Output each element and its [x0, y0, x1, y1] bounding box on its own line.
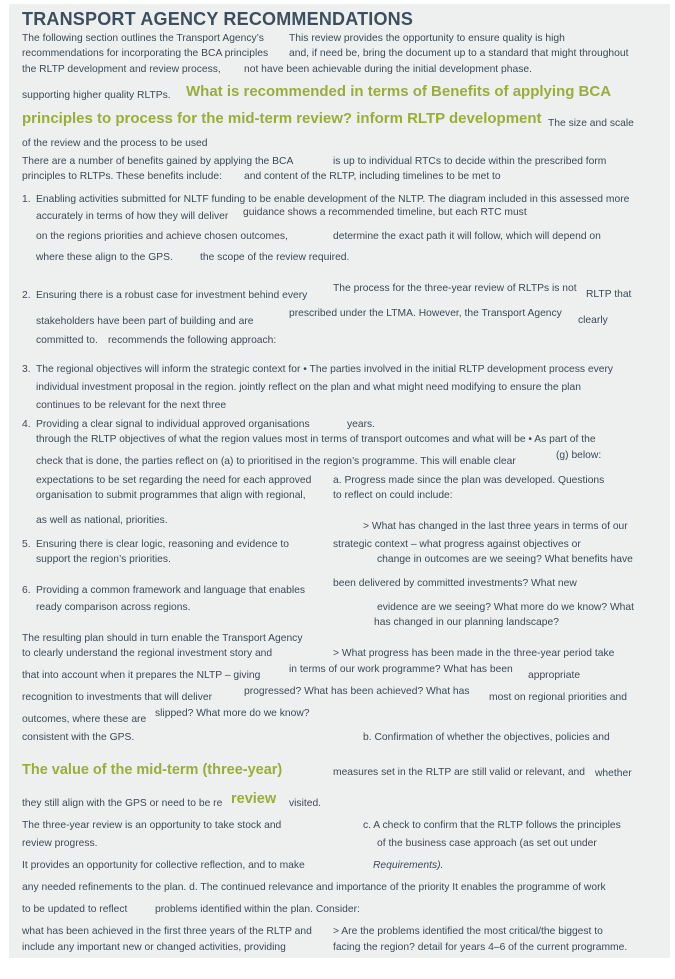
item-1-line-1: Enabling activities submitted for NLTF funding to be enable development of the NLTP. The diagram included in this assessed more: [36, 194, 630, 205]
item-5-line-2b: change in outcomes are we seeing? What benefits have: [377, 554, 633, 565]
intro-left-line-2: recommendations for incorporating the BCA principles: [22, 48, 269, 59]
intro-right-line-1: This review provides the opportunity to ensure quality is high: [289, 33, 565, 44]
midterm-line-5b: problems identified within the plan. Consider:: [155, 904, 360, 915]
item-6-line-1b: been delivered by committed investments? What new: [333, 578, 577, 589]
plan-line-2a: to clearly understand the regional investment story and: [22, 648, 273, 659]
intro-right-line-2: and, if need be, bring the document up to a standard that might throughout: [289, 48, 629, 59]
midterm-line-1a: The three-year review is an opportunity to take stock and: [22, 820, 282, 831]
midterm-align-text: they still align with the GPS or need to be re: [22, 798, 223, 809]
benefits-intro-left-1: There are a number of benefits gained by applying the BCA: [22, 156, 294, 167]
item-1-line-3b: determine the exact path it will follow, which will depend on: [333, 231, 601, 242]
intro-right-line-3: not have been achievable during the initial development phase.: [244, 64, 532, 75]
item-4-line-4a: expectations to be set regarding the need for each approved: [36, 475, 312, 486]
plan-line-4b: progressed? What has been achieved? What has: [244, 686, 470, 697]
item-2-line-3b: recommends the following approach:: [108, 335, 277, 346]
recommendation-heading-line-1: What is recommended in terms of Benefits of applying BCA: [186, 83, 612, 100]
item-4-line-1a: Providing a clear signal to individual approved organisations: [36, 419, 310, 430]
item-4-line-2: through the RLTP objectives of what the region values most in terms of transport outcomes and what will be • As part of the: [36, 434, 596, 445]
midterm-review-word: review: [231, 791, 277, 807]
item-2-line-2b: prescribed under the LTMA. However, the Transport Agency: [289, 308, 562, 319]
plan-line-1: The resulting plan should in turn enable the Transport Agency: [22, 633, 303, 644]
benefits-intro-right-2: and content of the RLTP, including timelines to be met to: [244, 171, 501, 182]
midterm-whether-text: whether: [595, 768, 632, 779]
supporting-text: supporting higher quality RLTPs.: [22, 90, 171, 101]
item-2-line-1c: RLTP that: [586, 289, 632, 300]
item-2-line-3a: committed to.: [36, 335, 98, 346]
item-6-line-3: has changed in our planning landscape?: [374, 617, 559, 628]
plan-line-2b: > What progress has been made in the three-year period take: [333, 648, 615, 659]
midterm-line-7b: facing the region? detail for years 4–6 of the current programme.: [333, 942, 628, 953]
plan-line-4a: recognition to investments that will deliver: [22, 692, 213, 703]
item-number-1: 1.: [22, 194, 31, 205]
midterm-measures-text: measures set in the RLTP are still valid or relevant, and: [333, 767, 586, 778]
plan-line-6a: consistent with the GPS.: [22, 732, 135, 743]
page-title: TRANSPORT AGENCY RECOMMENDATIONS: [22, 9, 414, 29]
midterm-line-1b: c. A check to confirm that the RLTP follows the principles: [363, 820, 621, 831]
item-number-3: 3.: [22, 364, 31, 375]
item-2-line-2c: clearly: [578, 315, 608, 326]
plan-line-3c: appropriate: [528, 670, 581, 681]
item-3-line-2: individual investment proposal in the region. jointly reflect on the plan and what might need modifying to ensure the plan: [36, 382, 581, 393]
midterm-line-6b: > Are the problems identified the most critical/the biggest to: [333, 926, 603, 937]
item-2-line-1a: Ensuring there is a robust case for investment behind every: [36, 290, 308, 301]
document-page: [9, 4, 670, 958]
item-5-line-2a: support the region’s priorities.: [36, 554, 171, 565]
item-5-line-1a: Ensuring there is clear logic, reasoning and evidence to: [36, 539, 289, 550]
item-3-line-1: The regional objectives will inform the strategic context for • The parties involved in the initial RLTP development process every: [36, 364, 614, 375]
item-3-line-3: continues to be relevant for the next three: [36, 400, 227, 411]
item-5-line-1b: strategic context – what progress against objectives or: [333, 539, 581, 550]
item-6-line-1a: Providing a common framework and language that enables: [36, 585, 306, 596]
recommendation-heading-line-2: principles to process for the mid-term review? inform RLTP development: [22, 110, 542, 127]
item-1-line-2a: accurately in terms of how they will deliver: [36, 211, 229, 222]
question-what-changed: > What has changed in the last three years in terms of our: [363, 521, 628, 532]
item-1-line-3a: on the regions priorities and achieve chosen outcomes,: [36, 231, 288, 242]
item-4-line-3a: check that is done, the parties reflect on (a) to prioritised in the region’s programme. This will enable clear: [36, 456, 516, 467]
midterm-line-7a: include any important new or changed activities, providing: [22, 942, 286, 953]
item-4-line-5b: to reflect on could include:: [333, 490, 453, 501]
midterm-line-4: any needed refinements to the plan. d. The continued relevance and importance of the priority It enables the programme of work: [22, 882, 606, 893]
midterm-line-6a: what has been achieved in the first three years of the RLTP and: [22, 926, 312, 937]
midterm-line-3a: It provides an opportunity for collective reflection, and to make: [22, 860, 305, 871]
item-number-4: 4.: [22, 419, 31, 430]
benefits-intro-right-1: is up to individual RTCs to decide within the prescribed form: [333, 156, 607, 167]
midterm-heading: The value of the mid-term (three-year): [22, 762, 283, 778]
plan-line-4c: most on regional priorities and: [489, 692, 627, 703]
item-6-line-2b: evidence are we seeing? What more do we know? What: [377, 602, 634, 613]
review-process-text: of the review and the process to be used: [22, 138, 208, 149]
plan-line-3a: that into account when it prepares the NLTP – giving: [22, 670, 261, 681]
plan-line-5b: slipped? What more do we know?: [155, 708, 310, 719]
item-4-line-1b: years.: [347, 419, 376, 430]
item-1-line-4b: the scope of the review required.: [200, 252, 350, 263]
benefits-intro-left-2: principles to RLTPs. These benefits include:: [22, 171, 222, 182]
plan-line-6b: b. Confirmation of whether the objectives, policies and: [363, 732, 610, 743]
midterm-line-2a: review progress.: [22, 838, 98, 849]
item-1-line-4a: where these align to the GPS.: [36, 252, 173, 263]
item-2-line-2a: stakeholders have been part of building and are: [36, 316, 254, 327]
item-number-5: 5.: [22, 539, 31, 550]
intro-left-line-3: the RLTP development and review process,: [22, 64, 221, 75]
item-4-line-3b: (g) below:: [556, 450, 602, 461]
midterm-line-5a: to be updated to reflect: [22, 904, 128, 915]
midterm-line-2b: of the business case approach (as set out under: [377, 838, 597, 849]
item-number-6: 6.: [22, 585, 31, 596]
midterm-line-3b: Requirements).: [373, 860, 444, 871]
midterm-visited-text: visited.: [289, 798, 322, 809]
item-4-line-5a: organisation to submit programmes that align with regional,: [36, 490, 306, 501]
plan-line-3b: in terms of our work programme? What has been: [289, 664, 513, 675]
item-number-2: 2.: [22, 290, 31, 301]
intro-left-line-1: The following section outlines the Transport Agency’s: [22, 33, 264, 44]
item-4-line-6: as well as national, priorities.: [36, 515, 168, 526]
item-2-line-1b: The process for the three-year review of RLTPs is not: [333, 283, 577, 294]
size-scale-text: The size and scale: [548, 118, 634, 129]
item-4-line-4b: a. Progress made since the plan was developed. Questions: [333, 475, 605, 486]
item-1-line-2b: guidance shows a recommended timeline, but each RTC must: [243, 207, 527, 218]
item-6-line-2a: ready comparison across regions.: [36, 602, 191, 613]
plan-line-5a: outcomes, where these are: [22, 714, 147, 725]
